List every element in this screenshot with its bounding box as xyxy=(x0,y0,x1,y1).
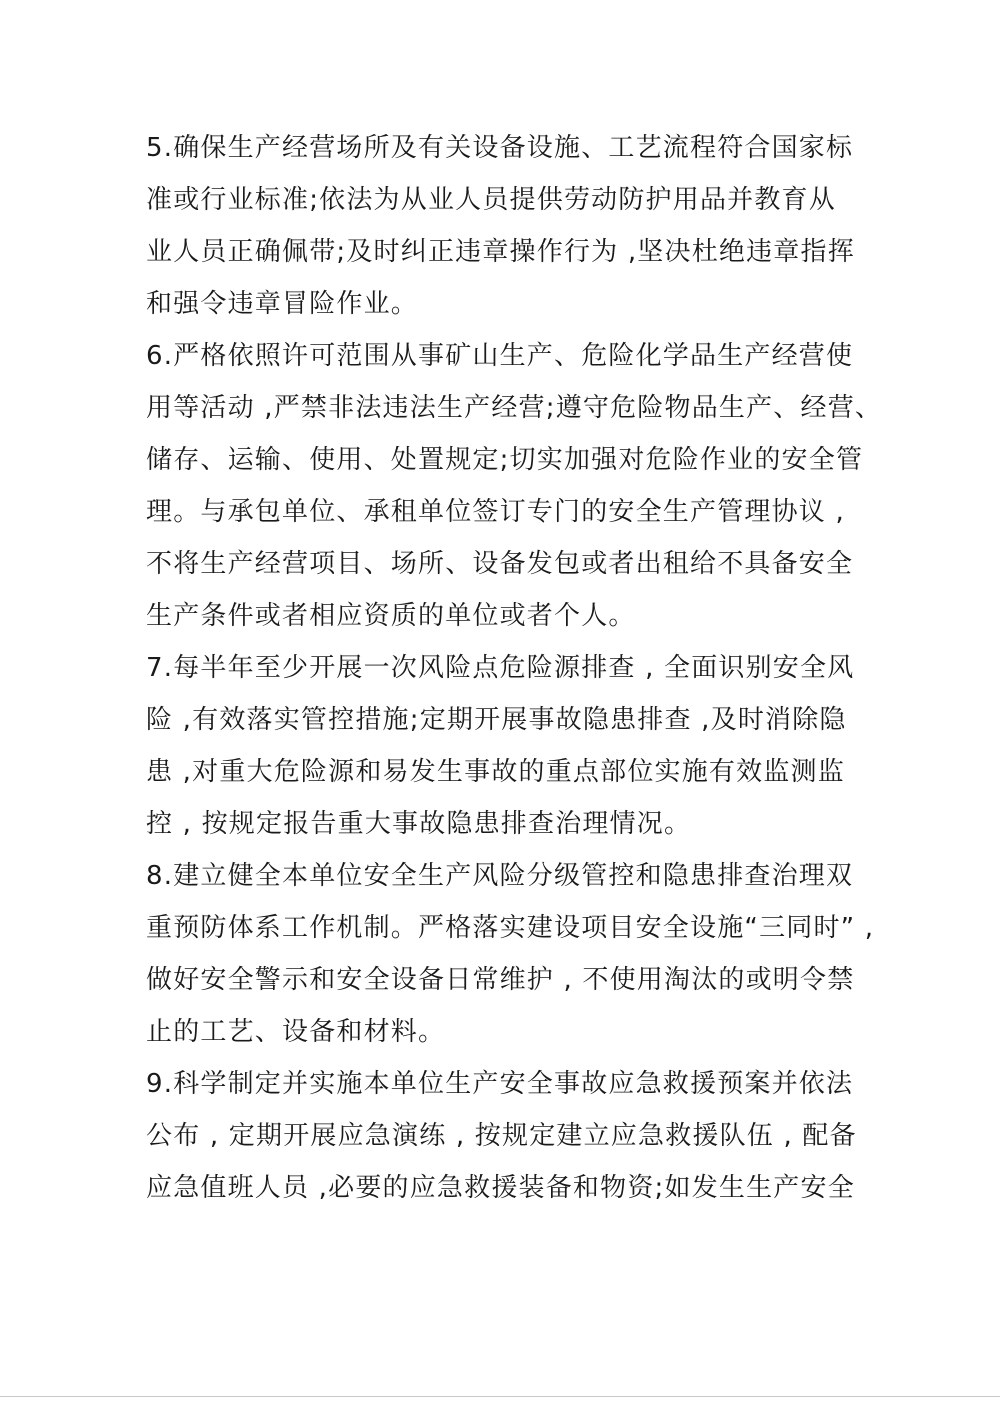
text-line: 9.科学制定并实施本单位生产安全事故应急救援预案并依法 xyxy=(146,1069,854,1099)
text-line: 准或行业标准;依法为从业人员提供劳动防护用品并教育从 xyxy=(146,185,836,215)
text-line: 重预防体系工作机制。严格落实建设项目安全设施“三同时” , xyxy=(146,913,875,943)
text-line: 公布 , 定期开展应急演练 , 按规定建立应急救援队伍 , 配备 xyxy=(146,1121,857,1151)
text-line: 做好安全警示和安全设备日常维护 , 不使用淘汰的或明令禁 xyxy=(146,965,855,995)
text-line: 8.建立健全本单位安全生产风险分级管控和隐患排查治理双 xyxy=(146,861,854,891)
text-line: 生产条件或者相应资质的单位或者个人。 xyxy=(146,601,636,631)
text-line: 患 ,对重大危险源和易发生事故的重点部位实施有效监测监 xyxy=(146,757,845,787)
text-line: 业人员正确佩带;及时纠正违章操作行为 ,坚决杜绝违章指挥 xyxy=(146,237,855,267)
text-line: 储存、运输、使用、处置规定;切实加强对危险作业的安全管 xyxy=(146,445,864,475)
text-line: 7.每半年至少开展一次风险点危险源排查 , 全面识别安全风 xyxy=(146,653,855,683)
text-line: 和强令违章冒险作业。 xyxy=(146,289,419,319)
text-line: 理。与承包单位、承租单位签订专门的安全生产管理协议 , xyxy=(146,497,845,527)
document-body xyxy=(146,122,883,1214)
text-line: 险 ,有效落实管控措施;定期开展事故隐患排查 ,及时消除隐 xyxy=(146,705,847,735)
text-line: 止的工艺、设备和材料。 xyxy=(146,1017,446,1047)
scan-edge-divider xyxy=(0,1396,1000,1397)
text-line: 控 , 按规定报告重大事故隐患排查治理情况。 xyxy=(146,809,692,839)
text-line: 应急值班人员 ,必要的应急救援装备和物资;如发生生产安全 xyxy=(146,1173,855,1203)
text-line: 5.确保生产经营场所及有关设备设施、工艺流程符合国家标 xyxy=(146,133,854,163)
text-line: 不将生产经营项目、场所、设备发包或者出租给不具备安全 xyxy=(146,549,854,579)
text-line: 用等活动 ,严禁非法违法生产经营;遵守危险物品生产、经营、 xyxy=(146,393,883,423)
text-line: 6.严格依照许可范围从事矿山生产、危险化学品生产经营使 xyxy=(146,341,854,371)
